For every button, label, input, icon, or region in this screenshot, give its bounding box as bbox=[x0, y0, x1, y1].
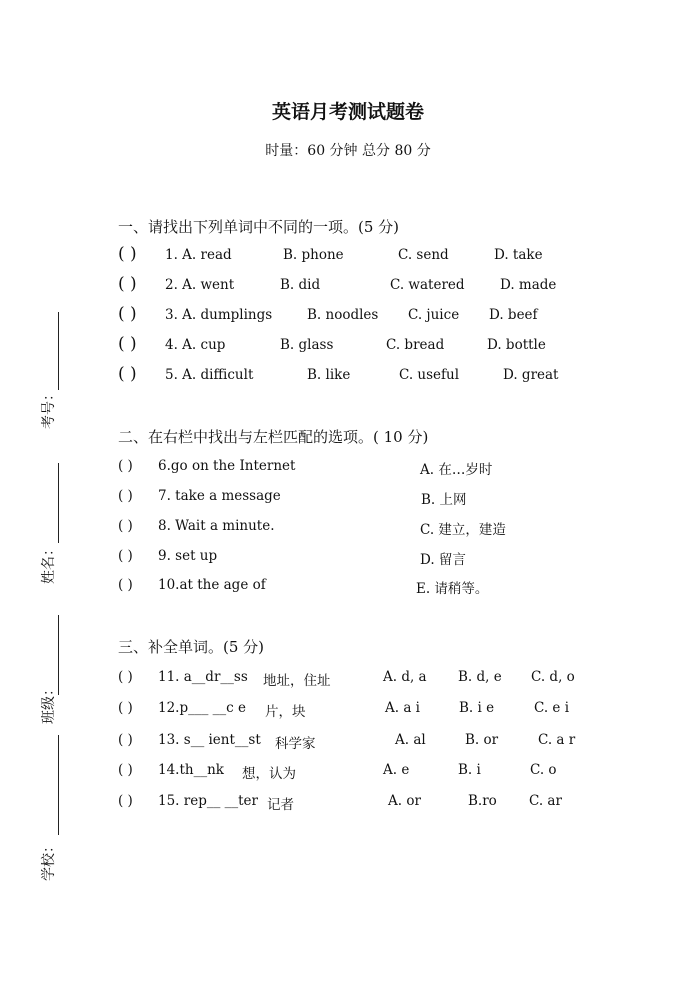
school-line bbox=[58, 735, 59, 835]
option-d: D. take bbox=[494, 247, 543, 263]
word-meaning: 想，认为 bbox=[242, 766, 296, 782]
answer-blank[interactable]: ( ) bbox=[118, 488, 133, 504]
answer-blank[interactable]: ( ) bbox=[118, 732, 133, 748]
option-a: 1. A. read bbox=[165, 247, 232, 263]
word-blank: 12.p___ __c e bbox=[158, 700, 246, 716]
answer-blank[interactable]: ( ) bbox=[118, 304, 137, 324]
option-b: B. phone bbox=[283, 247, 344, 263]
option-a: 3. A. dumplings bbox=[165, 307, 273, 323]
word-meaning: 科学家 bbox=[275, 736, 316, 752]
answer-blank[interactable]: ( ) bbox=[118, 577, 133, 593]
option-a: A. or bbox=[388, 793, 421, 809]
option-a: A. a i bbox=[385, 700, 420, 716]
match-left: 8. Wait a minute. bbox=[158, 518, 275, 534]
option-c: C. d, o bbox=[531, 669, 575, 685]
class-line bbox=[58, 615, 59, 695]
option-c: C. a r bbox=[538, 732, 576, 748]
option-a: 2. A. went bbox=[165, 277, 235, 293]
option-a: A. al bbox=[395, 732, 426, 748]
school-label: 学校： bbox=[41, 839, 57, 881]
class-label: 班级： bbox=[41, 682, 57, 724]
section3-heading: 三、补全单词。(5 分) bbox=[118, 638, 265, 656]
word-meaning: 片，块 bbox=[265, 704, 306, 720]
name-line bbox=[58, 463, 59, 543]
option-d: D. bottle bbox=[487, 337, 546, 353]
match-right: E. 请稍等。 bbox=[416, 581, 489, 597]
option-a: A. e bbox=[383, 762, 410, 778]
match-right: D. 留言 bbox=[420, 552, 466, 568]
exam-number-label: 考号： bbox=[41, 387, 57, 429]
match-right: A. 在…岁时 bbox=[420, 462, 493, 478]
word-meaning: 记者 bbox=[267, 797, 294, 813]
match-left: 6.go on the Internet bbox=[158, 458, 296, 474]
option-a: 5. A. difficult bbox=[165, 367, 254, 383]
exam-number-line bbox=[58, 312, 59, 390]
word-blank: 14.th__nk bbox=[158, 762, 224, 778]
option-c: C. ar bbox=[529, 793, 562, 809]
option-c: C. watered bbox=[390, 277, 465, 293]
option-b: B.ro bbox=[468, 793, 497, 809]
match-left: 7. take a message bbox=[158, 488, 281, 504]
match-left: 10.at the age of bbox=[158, 577, 266, 593]
option-c: C. juice bbox=[408, 307, 460, 323]
word-blank: 15. rep__ __ter bbox=[158, 793, 259, 809]
answer-blank[interactable]: ( ) bbox=[118, 244, 137, 264]
option-c: C. send bbox=[398, 247, 449, 263]
word-meaning: 地址，住址 bbox=[263, 673, 331, 689]
answer-blank[interactable]: ( ) bbox=[118, 364, 137, 384]
section2-heading: 二、在右栏中找出与左栏匹配的选项。( 10 分) bbox=[118, 428, 429, 446]
option-b: B. noodles bbox=[307, 307, 379, 323]
option-c: C. useful bbox=[399, 367, 460, 383]
option-d: D. great bbox=[503, 367, 559, 383]
option-d: D. beef bbox=[489, 307, 538, 323]
option-b: B. like bbox=[307, 367, 351, 383]
word-blank: 11. a__dr__ss bbox=[158, 669, 248, 685]
option-d: D. made bbox=[500, 277, 557, 293]
answer-blank[interactable]: ( ) bbox=[118, 458, 133, 474]
option-b: B. did bbox=[280, 277, 321, 293]
match-left: 9. set up bbox=[158, 548, 218, 564]
answer-blank[interactable]: ( ) bbox=[118, 334, 137, 354]
section1-heading: 一、请找出下列单词中不同的一项。(5 分) bbox=[118, 218, 400, 236]
answer-blank[interactable]: ( ) bbox=[118, 762, 133, 778]
name-label: 姓名： bbox=[41, 542, 57, 584]
option-b: B. i bbox=[458, 762, 481, 778]
option-a: A. d, a bbox=[383, 669, 427, 685]
match-right: B. 上网 bbox=[421, 492, 467, 508]
option-c: C. o bbox=[530, 762, 557, 778]
word-blank: 13. s__ ient__st bbox=[158, 732, 261, 748]
option-b: B. or bbox=[465, 732, 499, 748]
answer-blank[interactable]: ( ) bbox=[118, 793, 133, 809]
answer-blank[interactable]: ( ) bbox=[118, 518, 133, 534]
option-b: B. glass bbox=[280, 337, 334, 353]
match-right: C. 建立，建造 bbox=[420, 522, 506, 538]
option-c: C. bread bbox=[386, 337, 445, 353]
answer-blank[interactable]: ( ) bbox=[118, 700, 133, 716]
exam-info: 时量：60 分钟 总分 80 分 bbox=[265, 143, 431, 159]
option-b: B. d, e bbox=[458, 669, 502, 685]
option-a: 4. A. cup bbox=[165, 337, 226, 353]
option-c: C. e i bbox=[534, 700, 570, 716]
answer-blank[interactable]: ( ) bbox=[118, 669, 133, 685]
answer-blank[interactable]: ( ) bbox=[118, 274, 137, 294]
answer-blank[interactable]: ( ) bbox=[118, 548, 133, 564]
page-title: 英语月考测试题卷 bbox=[271, 101, 424, 123]
option-b: B. i e bbox=[459, 700, 495, 716]
